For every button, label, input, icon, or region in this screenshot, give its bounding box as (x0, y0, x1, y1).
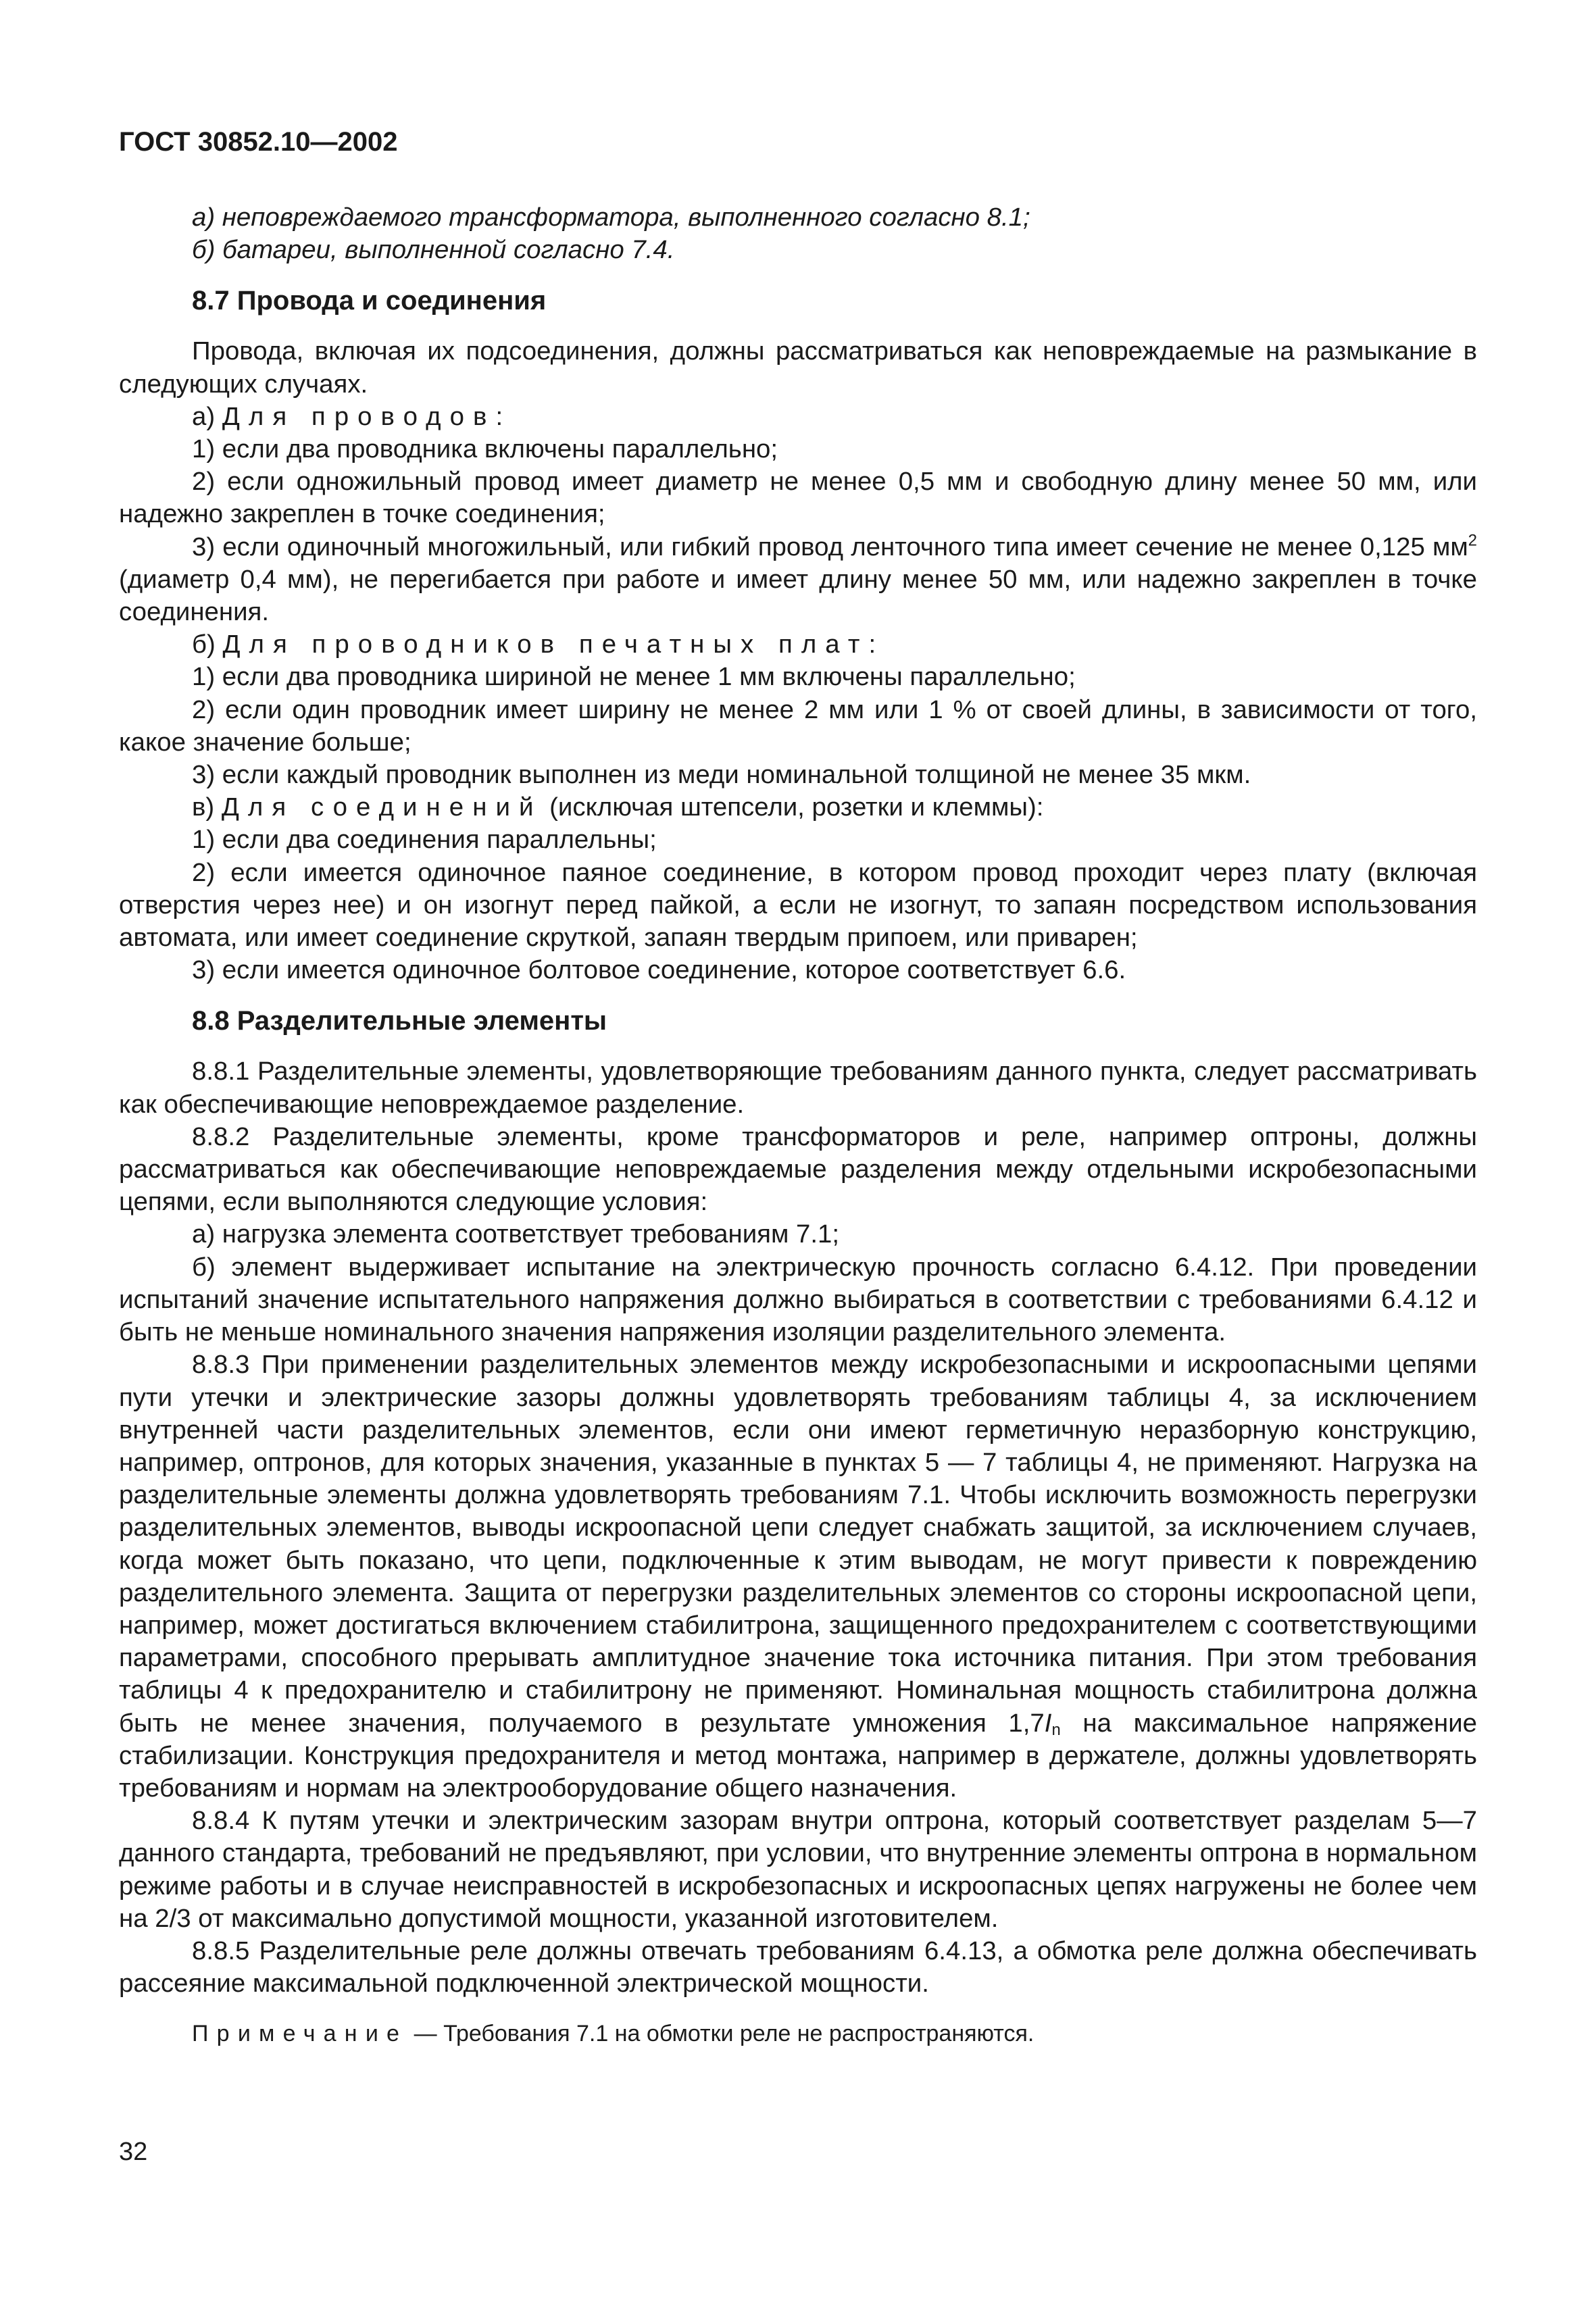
text-run: 8.8.3 При применении разделительных элементов между искробезопасными и искроопасными цепями пути утечки и электрические зазоры должны удовлетворять требованиям таблицы 4, за исключением внутренней части разделительных элементов, если они имеют герметичную неразборную конструкцию, например, оптронов, для которых значения, указанные в пунктах 5 — 7 таблицы 4, не применяют. Нагрузка на разделительные элементы должна удовлетворять требованиям 7.1. Чтобы исключить возможность перегрузки разделительных элементов, выводы искроопасной цепи следует снабжать защитой, за исключением случаев, когда может быть показано, что цепи, подключенные к этим выводам, не могут привести к повреждению разделительного элемента. Защита от перегрузки разделительных элементов со стороны искроопасной цепи, например, может достигаться включением стабилитрона, защищенного предохранителем с соответствующими параметрами, способного прерывать амплитудное значение тока источника питания. При этом требования таблицы 4 к предохранителю и стабилитрону не применяют. Номинальная мощность стабилитрона должна быть не менее значения, получаемого в результате умножения 1,7 (119, 1350, 1477, 1738)
section-title-8-7: 8.7 Провода и соединения (192, 286, 547, 316)
paragraph-8-8-5: 8.8.5 Разделительные реле должны отвечать требованиям 6.4.13, а обмотка реле должна обеспечивать рассеяние максимальной подключенной электрической мощности. (119, 1936, 1477, 1998)
list-item: 1) если два проводника шириной не менее 1 мм включены параллельно; (192, 662, 1076, 692)
list-item: 1) если два соединения параллельны; (192, 825, 657, 855)
list-item: 3) если имеется одиночное болтовое соединение, которое соответствует 6.6. (192, 955, 1126, 985)
heading-suffix: (исключая штепсели, розетки и клеммы): (542, 793, 1044, 822)
list-letter: б) (192, 630, 223, 659)
list-heading-wires (119, 401, 1477, 433)
section-title-8-8: 8.8 Разделительные элементы (192, 1006, 607, 1036)
subscript: n (1051, 1720, 1061, 1739)
spaced-heading: Для соединений (221, 793, 543, 822)
paragraph-8-7-intro: Провода, включая их подсоединения, должны рассматриваться как неповреждаемые на размыкание в следующих случаях. (119, 336, 1477, 399)
heading-colon: : (868, 630, 876, 659)
list-letter: в) (192, 793, 222, 822)
spaced-heading: Для проводников печатных плат (222, 630, 869, 659)
paragraph-8-8-4: 8.8.4 К путям утечки и электрическим зазорам внутри оптрона, который соответствует разделам 5—7 данного стандарта, требований не предъявляют, при условии, что внутренние элементы оптрона в нормальном режиме работы и в случае неисправностей в искробезопасных и искроопасных цепях нагружены не более чем на 2/3 от максимально допустимой мощности, указанной изготовителем. (119, 1806, 1477, 1933)
paragraph-8-8-2: 8.8.2 Разделительные элементы, кроме трансформаторов и реле, например оптроны, должны рассматриваться как обеспечивающие неповреждаемые разделения между отдельными искробезопасными цепями, если выполняются следующие условия: (119, 1122, 1477, 1217)
list-item: 1) если два проводника включены параллельно; (192, 434, 778, 464)
paragraph-8-8-3 (119, 1349, 1477, 1805)
italic-symbol: I (1044, 1708, 1052, 1738)
list-item: 2) если один проводник имеет ширину не менее 2 мм или 1 % от своей длины, в зависимости от того, какое значение больше; (119, 695, 1477, 757)
list-item-battery: б) батареи, выполненной согласно 7.4. (192, 235, 675, 265)
list-item: б) элемент выдерживает испытание на электрическую прочность согласно 6.4.12. При проведении испытаний значение испытательного напряжения должно выбираться в соответствии с требованиями 6.4.12 и быть не меньше номинального значения напряжения изоляции разделительного элемента. (119, 1252, 1477, 1347)
list-letter: а) (192, 401, 222, 431)
superscript: 2 (1468, 530, 1477, 549)
note (119, 2019, 1477, 2048)
list-heading-joints (119, 791, 1477, 824)
heading-colon: : (495, 401, 503, 431)
note-text: — Требования 7.1 на обмотки реле не распространяются. (407, 2021, 1034, 2047)
document-header: ГОСТ 30852.10—2002 (119, 127, 398, 157)
list-heading-pcb (119, 628, 1477, 661)
note-label: Примечание (192, 2021, 408, 2047)
list-item: 2) если одножильный провод имеет диаметр не менее 0,5 мм и свободную длину менее 50 мм, или надежно закреплен в точке соединения; (119, 467, 1477, 529)
paragraph-8-8-1: 8.8.1 Разделительные элементы, удовлетворяющие требованиям данного пункта, следует рассматривать как обеспечивающие неповреждаемое разделение. (119, 1057, 1477, 1119)
list-item: 2) если имеется одиночное паяное соединение, в котором провод проходит через плату (включая отверстия через нее) и он изогнут перед пайкой, а если не изогнут, то запаян посредством использования автомата, или имеет соединение скруткой, запаян твердым припоем, или приварен; (119, 857, 1477, 953)
text-run: (диаметр 0,4 мм), не перегибается при работе и имеет длину менее 50 мм, или надежно закреплен в точке соединения. (119, 564, 1477, 627)
list-item-transformer: а) неповреждаемого трансформатора, выполненного согласно 8.1; (192, 203, 1030, 232)
spaced-heading: Для проводов (222, 401, 496, 431)
page-number: 32 (119, 2138, 148, 2166)
list-item (119, 531, 1477, 629)
list-item: 3) если каждый проводник выполнен из меди номинальной толщиной не менее 35 мкм. (192, 760, 1251, 790)
text-run: на максимальное напряжение стабилизации. Конструкция предохранителя и метод монтажа, например в держателе, должны удовлетворять требованиям и нормам на электрооборудование общего назначения. (119, 1708, 1477, 1803)
document-body (119, 201, 1477, 2048)
list-item: а) нагрузка элемента соответствует требованиям 7.1; (192, 1219, 840, 1249)
text-run: 3) если одиночный многожильный, или гибкий провод ленточного типа имеет сечение не менее 0,125 мм (192, 532, 1468, 561)
